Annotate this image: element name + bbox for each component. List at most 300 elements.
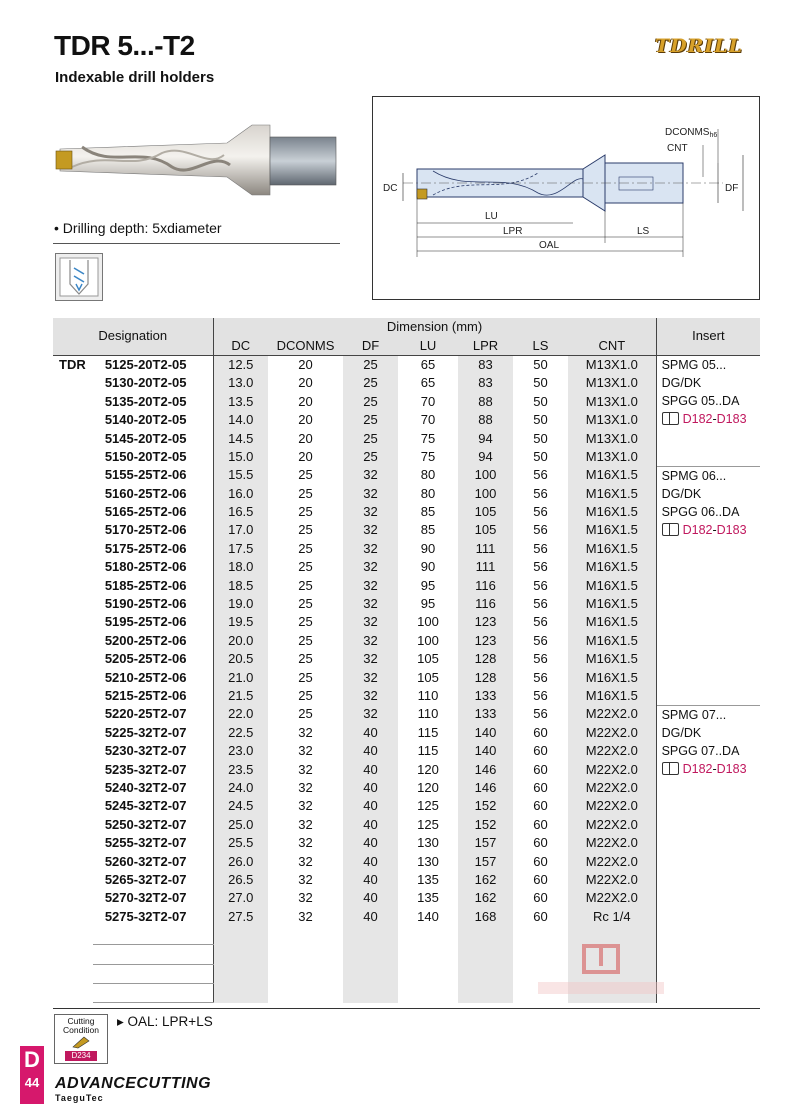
divider	[53, 243, 340, 244]
watermark-logo	[526, 940, 676, 1010]
value-cell: 22.0	[213, 705, 268, 723]
value-cell: 40	[343, 760, 398, 778]
value-cell: 20	[298, 375, 313, 391]
value-cell: 120	[417, 761, 439, 777]
value-cell: 56	[533, 614, 548, 630]
brand-logo: ADVANCECUTTING	[55, 1075, 212, 1092]
designation-cell: 5235-32T2-07	[104, 761, 187, 777]
value-cell: 56	[533, 651, 548, 667]
value-cell: 125	[417, 798, 439, 814]
value-cell: 116	[458, 576, 513, 594]
designation-cell: 5135-20T2-05	[104, 393, 187, 409]
value-cell: 18.0	[213, 558, 268, 576]
value-cell: 80	[420, 485, 436, 501]
oal-note: ▸ OAL: LPR+LS	[117, 1014, 213, 1029]
value-cell: 100	[417, 614, 439, 630]
value-cell: 85	[420, 504, 436, 520]
insert-cell	[656, 355, 760, 466]
value-cell: 24.5	[213, 797, 268, 815]
value-cell: 105	[458, 503, 513, 521]
insert-header: Insert	[656, 318, 760, 355]
value-cell: 25	[298, 651, 313, 667]
designation-prefix	[53, 448, 93, 466]
designation-prefix	[53, 687, 93, 705]
column-header: CNT	[568, 336, 656, 355]
table-row	[53, 797, 760, 815]
value-cell: 60	[533, 761, 548, 777]
designation-prefix	[53, 908, 93, 926]
page-title: TDR 5...-T2	[54, 30, 195, 61]
value-cell: 15.0	[213, 448, 268, 466]
value-cell: 32	[343, 485, 398, 503]
value-cell: M13X1.0	[568, 411, 656, 429]
value-cell: 168	[458, 908, 513, 926]
designation-prefix	[53, 576, 93, 594]
brand-subtitle: TaeguTec	[55, 1093, 104, 1103]
technical-drawing	[372, 96, 760, 300]
table-row	[53, 687, 760, 705]
value-cell: 50	[533, 412, 548, 428]
value-cell: 56	[533, 467, 548, 483]
value-cell: 128	[458, 668, 513, 686]
value-cell: 32	[298, 835, 313, 851]
value-cell: 25	[298, 596, 313, 612]
value-cell: M22X2.0	[568, 705, 656, 723]
value-cell: M16X1.5	[568, 466, 656, 484]
value-cell: 90	[420, 540, 436, 556]
designation-cell: 5225-32T2-07	[104, 724, 187, 740]
value-cell: 21.5	[213, 687, 268, 705]
column-header: DCONMS	[268, 336, 343, 355]
value-cell: M22X2.0	[568, 797, 656, 815]
designation-prefix	[53, 705, 93, 723]
value-cell: 32	[343, 595, 398, 613]
value-cell: 25	[298, 559, 313, 575]
value-cell: M22X2.0	[568, 779, 656, 797]
value-cell: 100	[458, 485, 513, 503]
value-cell: 88	[458, 411, 513, 429]
value-cell: M16X1.5	[568, 503, 656, 521]
designation-cell: 5265-32T2-07	[104, 871, 187, 887]
value-cell: 40	[343, 816, 398, 834]
value-cell: 24.0	[213, 779, 268, 797]
value-cell: 60	[533, 890, 548, 906]
value-cell: 140	[417, 908, 439, 924]
table-row	[53, 411, 760, 429]
value-cell: 128	[458, 650, 513, 668]
value-cell: 25	[298, 632, 313, 648]
value-cell: 17.0	[213, 521, 268, 539]
value-cell: 40	[343, 742, 398, 760]
value-cell: M16X1.5	[568, 540, 656, 558]
table-row	[53, 521, 760, 539]
label-cnt: CNT	[667, 143, 688, 154]
value-cell: 16.0	[213, 485, 268, 503]
dimension-table	[53, 318, 760, 1003]
value-cell: 152	[458, 816, 513, 834]
label-oal: OAL	[539, 240, 560, 251]
value-cell: M22X2.0	[568, 724, 656, 742]
value-cell: 116	[458, 595, 513, 613]
value-cell: 15.5	[213, 466, 268, 484]
value-cell: 32	[298, 853, 313, 869]
value-cell: 26.5	[213, 871, 268, 889]
value-cell: 25	[298, 485, 313, 501]
value-cell: 60	[533, 853, 548, 869]
section-letter: D	[24, 1047, 40, 1072]
value-cell: 56	[533, 669, 548, 685]
value-cell: 13.5	[213, 393, 268, 411]
value-cell: 56	[533, 577, 548, 593]
value-cell: 32	[343, 558, 398, 576]
value-cell: 60	[533, 816, 548, 832]
designation-cell: 5160-25T2-06	[104, 485, 187, 501]
value-cell: M13X1.0	[568, 393, 656, 411]
value-cell: 83	[458, 355, 513, 374]
value-cell: 16.5	[213, 503, 268, 521]
value-cell: 146	[458, 779, 513, 797]
table-row	[53, 393, 760, 411]
insert-cell	[656, 705, 760, 926]
table-row	[53, 852, 760, 870]
designation-cell: 5190-25T2-06	[104, 596, 187, 612]
value-cell: M22X2.0	[568, 760, 656, 778]
value-cell: 56	[533, 504, 548, 520]
insert-line: SPGG 05..DA	[661, 393, 740, 408]
designation-prefix	[53, 650, 93, 668]
value-cell: M16X1.5	[568, 521, 656, 539]
insert-line: SPMG 06...	[661, 468, 727, 483]
value-cell: 40	[343, 871, 398, 889]
designation-cell: 5165-25T2-06	[104, 504, 187, 520]
table-row	[53, 724, 760, 742]
designation-cell: 5270-32T2-07	[104, 890, 187, 906]
book-icon	[662, 523, 679, 536]
value-cell: 32	[298, 761, 313, 777]
value-cell: 75	[420, 448, 436, 464]
value-cell: 23.5	[213, 760, 268, 778]
value-cell: 25	[298, 577, 313, 593]
designation-prefix	[53, 503, 93, 521]
ref-sep: -	[712, 411, 717, 426]
designation-cell: 5185-25T2-06	[104, 577, 187, 593]
value-cell: 32	[343, 521, 398, 539]
ref-sep: -	[712, 522, 717, 537]
value-cell: 105	[417, 651, 439, 667]
designation-prefix	[53, 485, 93, 503]
table-row	[53, 742, 760, 760]
column-header: LPR	[458, 336, 513, 355]
table-row	[53, 429, 760, 447]
table-row	[53, 466, 760, 484]
insert-page-ref[interactable]	[662, 521, 761, 539]
value-cell: 19.0	[213, 595, 268, 613]
cutting-condition-label: Cutting Condition	[63, 1016, 99, 1035]
value-cell: 56	[533, 706, 548, 722]
value-cell: 20.5	[213, 650, 268, 668]
value-cell: 157	[458, 852, 513, 870]
value-cell: 133	[458, 687, 513, 705]
label-lu: LU	[485, 211, 498, 222]
value-cell: 60	[533, 871, 548, 887]
value-cell: 110	[417, 706, 439, 722]
value-cell: 20	[298, 448, 313, 464]
value-cell: 32	[343, 650, 398, 668]
table-row	[53, 355, 760, 374]
value-cell: 32	[343, 466, 398, 484]
value-cell: 162	[458, 871, 513, 889]
designation-cell: 5140-20T2-05	[104, 412, 187, 428]
value-cell: 40	[343, 779, 398, 797]
ref-start: D182	[682, 411, 713, 426]
label-df: DF	[725, 183, 739, 194]
book-icon	[662, 412, 679, 425]
value-cell: 23.0	[213, 742, 268, 760]
column-header: LS	[513, 336, 568, 355]
book-icon	[662, 762, 679, 775]
table-row	[53, 632, 760, 650]
value-cell: 25.5	[213, 834, 268, 852]
value-cell: 123	[458, 613, 513, 631]
value-cell: 125	[417, 816, 439, 832]
value-cell: 60	[533, 798, 548, 814]
value-cell: 95	[420, 596, 436, 612]
logo-text: TDRILL	[654, 35, 743, 57]
value-cell: 25	[298, 504, 313, 520]
value-cell: 12.5	[213, 355, 268, 374]
value-cell: 22.5	[213, 724, 268, 742]
designation-prefix	[53, 724, 93, 742]
value-cell: M16X1.5	[568, 595, 656, 613]
value-cell: 25	[298, 467, 313, 483]
label-ls: LS	[637, 226, 650, 237]
value-cell: 60	[533, 724, 548, 740]
value-cell: 32	[343, 576, 398, 594]
value-cell: 32	[343, 540, 398, 558]
designation-header: Designation	[53, 318, 213, 355]
value-cell: 75	[420, 430, 436, 446]
label-lpr: LPR	[503, 226, 523, 237]
value-cell: 50	[533, 448, 548, 464]
insert-page-ref[interactable]	[662, 760, 761, 778]
designation-cell: 5155-25T2-06	[104, 467, 187, 483]
designation-prefix	[53, 834, 93, 852]
value-cell: 90	[420, 559, 436, 575]
ref-end: D183	[716, 411, 747, 426]
value-cell: 111	[458, 558, 513, 576]
value-cell: 20	[298, 356, 313, 372]
value-cell: M16X1.5	[568, 613, 656, 631]
designation-cell: 5215-25T2-06	[104, 688, 187, 703]
value-cell: M13X1.0	[568, 429, 656, 447]
designation-prefix	[53, 816, 93, 834]
value-cell: M13X1.0	[568, 355, 656, 374]
designation-cell: 5200-25T2-06	[104, 632, 187, 648]
value-cell: 40	[343, 889, 398, 907]
value-cell: 25	[343, 411, 398, 429]
value-cell: 32	[343, 632, 398, 650]
value-cell: 27.0	[213, 889, 268, 907]
value-cell: 20	[298, 412, 313, 428]
designation-cell: 5205-25T2-06	[104, 651, 187, 667]
value-cell: 13.0	[213, 374, 268, 392]
value-cell: 95	[420, 577, 436, 593]
value-cell: M22X2.0	[568, 816, 656, 834]
value-cell: 32	[298, 908, 313, 924]
value-cell: 80	[420, 467, 436, 483]
value-cell: 110	[417, 688, 439, 703]
table-row	[53, 576, 760, 594]
value-cell: M16X1.5	[568, 650, 656, 668]
value-cell: 130	[417, 835, 439, 851]
value-cell: M16X1.5	[568, 632, 656, 650]
ref-sep: -	[712, 761, 717, 776]
value-cell: M16X1.5	[568, 558, 656, 576]
table-row	[53, 650, 760, 668]
value-cell: 135	[417, 871, 439, 887]
value-cell: 25	[343, 393, 398, 411]
table-row	[53, 834, 760, 852]
value-cell: 20	[298, 430, 313, 446]
value-cell: 19.5	[213, 613, 268, 631]
value-cell: 56	[533, 688, 548, 703]
designation-prefix	[53, 540, 93, 558]
value-cell: 115	[417, 743, 439, 759]
designation-cell: 5230-32T2-07	[104, 743, 187, 759]
ref-start: D182	[682, 522, 713, 537]
value-cell: 25	[298, 688, 313, 703]
value-cell: 56	[533, 632, 548, 648]
designation-prefix	[53, 668, 93, 686]
value-cell: 25	[343, 429, 398, 447]
value-cell: 70	[420, 393, 436, 409]
ref-end: D183	[716, 522, 747, 537]
value-cell: M22X2.0	[568, 852, 656, 870]
designation-prefix	[53, 595, 93, 613]
value-cell: 32	[298, 743, 313, 759]
table-row	[53, 558, 760, 576]
value-cell: 56	[533, 596, 548, 612]
value-cell: 40	[343, 834, 398, 852]
value-cell: 40	[343, 908, 398, 926]
ref-start: D182	[682, 761, 713, 776]
designation-prefix	[53, 393, 93, 411]
drill-holder-image	[52, 107, 344, 215]
table-row	[53, 871, 760, 889]
table-row	[53, 540, 760, 558]
value-cell: 14.0	[213, 411, 268, 429]
designation-prefix: TDR	[59, 356, 86, 372]
value-cell: M16X1.5	[568, 687, 656, 705]
table-row	[53, 889, 760, 907]
value-cell: 25	[298, 669, 313, 685]
designation-cell: 5255-32T2-07	[104, 835, 187, 851]
designation-prefix	[53, 779, 93, 797]
value-cell: 60	[533, 908, 548, 924]
designation-prefix	[53, 521, 93, 539]
designation-cell: 5245-32T2-07	[104, 798, 187, 814]
table-row	[53, 760, 760, 778]
value-cell: 25.0	[213, 816, 268, 834]
value-cell: M22X2.0	[568, 889, 656, 907]
designation-prefix	[53, 889, 93, 907]
value-cell: 60	[533, 835, 548, 851]
value-cell: 70	[420, 412, 436, 428]
value-cell: 32	[298, 798, 313, 814]
insert-line: DG/DK	[661, 375, 702, 390]
insert-line: DG/DK	[661, 486, 702, 501]
designation-prefix	[53, 466, 93, 484]
designation-cell: 5180-25T2-06	[104, 559, 187, 575]
insert-page-ref[interactable]	[662, 410, 761, 428]
cutting-condition-link[interactable]	[54, 1014, 108, 1064]
value-cell: 105	[417, 669, 439, 685]
designation-cell: 5175-25T2-06	[104, 540, 187, 556]
value-cell: M22X2.0	[568, 871, 656, 889]
value-cell: 130	[417, 853, 439, 869]
value-cell: 32	[343, 705, 398, 723]
designation-prefix	[53, 742, 93, 760]
table-row	[53, 816, 760, 834]
value-cell: 50	[533, 375, 548, 391]
page-subtitle: Indexable drill holders	[55, 69, 215, 86]
label-dc: DC	[383, 183, 398, 194]
designation-cell: 5250-32T2-07	[104, 816, 187, 832]
designation-prefix	[53, 632, 93, 650]
table-row	[53, 705, 760, 723]
value-cell: 83	[458, 374, 513, 392]
designation-prefix	[53, 852, 93, 870]
value-cell: 40	[343, 852, 398, 870]
value-cell: 140	[458, 724, 513, 742]
value-cell: M13X1.0	[568, 374, 656, 392]
value-cell: 162	[458, 889, 513, 907]
value-cell: 17.5	[213, 540, 268, 558]
value-cell: 40	[343, 797, 398, 815]
value-cell: M22X2.0	[568, 834, 656, 852]
designation-cell: 5240-32T2-07	[104, 779, 187, 795]
cutting-condition-ref: D234	[65, 1051, 97, 1061]
value-cell: 123	[458, 632, 513, 650]
value-cell: 25	[298, 614, 313, 630]
value-cell: Rc 1/4	[568, 908, 656, 926]
value-cell: M16X1.5	[568, 668, 656, 686]
value-cell: 32	[343, 613, 398, 631]
value-cell: 25	[298, 540, 313, 556]
tdrill-logo	[637, 33, 761, 59]
table-row	[53, 595, 760, 613]
value-cell: 60	[533, 779, 548, 795]
label-dconms: $DCONMS_{h6}$	[665, 127, 718, 139]
designation-cell: 5275-32T2-07	[104, 908, 187, 924]
value-cell: 32	[298, 816, 313, 832]
value-cell: 135	[417, 890, 439, 906]
insert-line: SPGG 06..DA	[661, 504, 740, 519]
value-cell: 111	[458, 540, 513, 558]
table-row	[53, 374, 760, 392]
value-cell: 27.5	[213, 908, 268, 926]
insert-line: SPMG 05...	[661, 357, 727, 372]
value-cell: 56	[533, 485, 548, 501]
value-cell: 18.5	[213, 576, 268, 594]
drill-application-icon	[55, 253, 103, 301]
value-cell: 25	[298, 706, 313, 722]
column-header: LU	[398, 336, 458, 355]
value-cell: 50	[533, 356, 548, 372]
page-number: 44	[24, 1075, 40, 1090]
designation-prefix	[53, 374, 93, 392]
value-cell: 157	[458, 834, 513, 852]
